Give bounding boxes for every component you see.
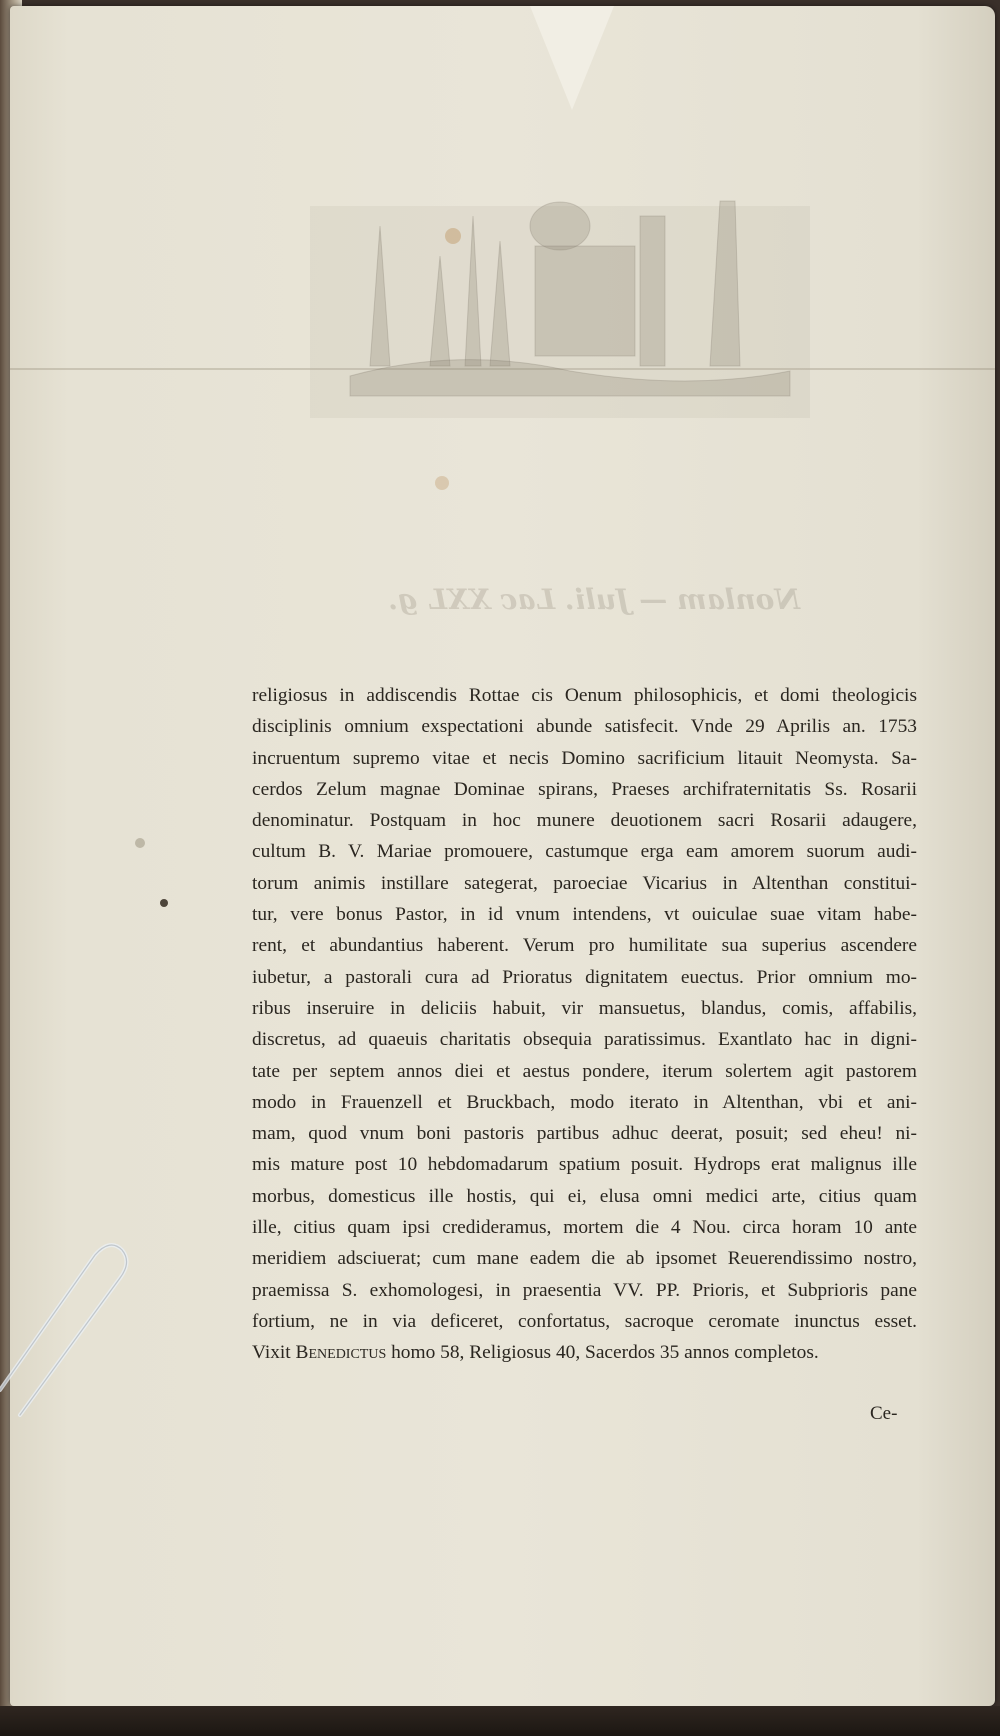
text-line: cerdos Zelum magnae Dominae spirans, Praeses archifraternitatis Ss. Rosarii <box>252 778 917 800</box>
torn-notch <box>530 6 614 110</box>
text-line: ribus inseruire in deliciis habuit, vir mansuetus, blandus, comis, affabilis, <box>252 997 917 1019</box>
text-line: meridiem adsciuerat; cum mane eadem die ab ipsomet Reuerendissimo nostro, <box>252 1248 917 1270</box>
text-line: morbus, domesticus ille hostis, qui ei, elusa omni medici arte, citius quam <box>252 1185 917 1207</box>
text-line: torum animis instillare sategerat, paroeciae Vicarius in Altenthan constitui- <box>252 872 917 894</box>
text-line: tate per septem annos diei et aestus pondere, iterum solertem agit pastorem <box>252 1060 917 1082</box>
text-line: disciplinis omnium exspectationi abunde satisfecit. Vnde 29 Aprilis an. 1753 <box>252 716 917 738</box>
scan-bottom-edge <box>0 1706 1000 1736</box>
text-line: modo in Frauenzell et Bruckbach, modo iterato in Altenthan, vbi et ani- <box>252 1091 917 1113</box>
text-line: tur, vere bonus Pastor, in id vnum intendens, vt ouiculae suae vitam habe- <box>252 904 917 926</box>
text-line: iubetur, a pastorali cura ad Prioratus dignitatem euectus. Prior omnium mo- <box>252 966 917 988</box>
bleed-through-engraving <box>310 166 840 421</box>
text-line: rent, et abundantius haberent. Verum pro humilitate sua superius ascendere <box>252 935 917 957</box>
text-line: religiosus in addiscendis Rottae cis Oenum philosophicis, et domi theologicis <box>252 685 917 706</box>
catchword: Ce- <box>870 1403 898 1424</box>
text-line: ille, citius quam ipsi credideramus, mortem die 4 Nou. circa horam 10 ante <box>252 1217 917 1239</box>
text-line: discretus, ad quaeuis charitatis obsequia paratissimus. Exantlato hac in digni- <box>252 1029 917 1051</box>
text-line: mis mature post 10 hebdomadarum spatium posuit. Hydrops erat malignus ille <box>252 1154 917 1176</box>
text-line-final <box>252 1337 917 1368</box>
final-line-prefix: Vixit <box>252 1342 296 1364</box>
foxing-spot <box>435 476 449 490</box>
text-line: mam, quod vnum boni pastoris partibus adhuc deerat, posuit; sed eheu! ni- <box>252 1123 917 1145</box>
text-line: incruentum supremo vitae et necis Domino sacrificium litauit Neomysta. Sa- <box>252 747 917 769</box>
paperclip-icon <box>0 1240 140 1420</box>
text-line: fortium, ne in via deficeret, confortatus, sacroque ceromate inunctus esset. <box>252 1310 917 1332</box>
body-text <box>252 680 917 1369</box>
text-line: praemissa S. exhomologesi, in praesentia VV. PP. Prioris, et Subprioris pane <box>252 1279 917 1301</box>
text-line: cultum B. V. Mariae promouere, castumque erga eam amorem suorum audi- <box>252 841 917 863</box>
bleed-through-heading: Nonlam — Juli. Lac XXL g. <box>388 583 800 616</box>
name-benedictus: Benedictus <box>295 1342 387 1364</box>
foxing-spot <box>135 838 145 848</box>
foxing-spot <box>445 228 461 244</box>
foxing-spot <box>160 899 168 907</box>
final-line-suffix: homo 58, Religiosus 40, Sacerdos 35 annos completos. <box>386 1342 819 1364</box>
text-line: denominatur. Postquam in hoc munere deuotionem sacri Rosarii adaugere, <box>252 810 917 832</box>
